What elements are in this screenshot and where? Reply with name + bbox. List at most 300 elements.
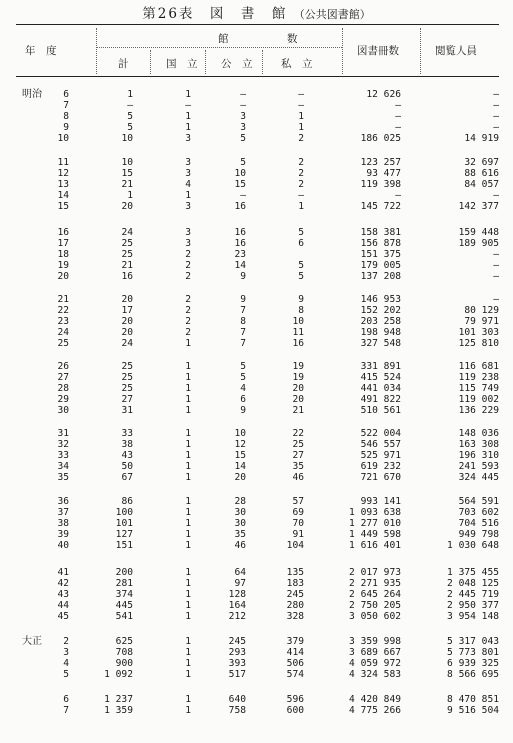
cell-public: 30 [234,518,246,529]
cell-books: 491 822 [360,394,401,405]
table-row [0,157,513,168]
table-row [0,705,513,716]
cell-books: – [395,122,401,133]
cell-public: 9 [240,405,246,416]
table-row [0,372,513,383]
cell-year: 35 [57,472,69,483]
cell-public: 7 [240,338,246,349]
cell-readers: – [493,190,499,201]
cell-private: 379 [286,636,304,647]
table-row [0,405,513,416]
header-public: 公 立 [221,58,253,70]
cell-national: 3 [185,238,191,249]
cell-year: 40 [57,540,69,551]
cell-national: 1 [185,507,191,518]
cell-national: 1 [185,636,191,647]
cell-readers: 84 057 [464,179,499,190]
cell-books: 525 971 [360,450,401,461]
cell-readers: 14 919 [464,133,499,144]
cell-national: 2 [185,305,191,316]
table-row [0,338,513,349]
header-divider-5 [342,28,343,74]
cell-readers: 163 308 [458,439,499,450]
table-row [0,461,513,472]
cell-private: 596 [286,694,304,705]
cell-year: 19 [57,260,69,271]
header-national: 国 立 [166,58,198,70]
cell-public: 16 [234,227,246,238]
cell-private: 414 [286,647,304,658]
cell-books: 2 271 935 [349,578,401,589]
cell-year: 6 [63,89,69,100]
cell-public: 212 [228,611,246,622]
cell-national: 2 [185,316,191,327]
cell-total: 33 [121,428,133,439]
cell-national: 1 [185,589,191,600]
cell-public: 5 [240,157,246,168]
cell-books: 2 750 205 [349,600,401,611]
table-row [0,611,513,622]
cell-books: 331 891 [360,361,401,372]
table-row [0,439,513,450]
header-readers: 閲覧人員 [435,45,477,57]
cell-national: 3 [185,201,191,212]
cell-public: 5 [240,372,246,383]
cell-total: 100 [115,507,133,518]
cell-readers: 324 445 [458,472,499,483]
cell-year: 20 [57,271,69,282]
cell-readers: 703 602 [458,507,499,518]
cell-national: 1 [185,361,191,372]
cell-public: 5 [240,133,246,144]
cell-public: 7 [240,327,246,338]
table-row [0,133,513,144]
cell-private: 574 [286,669,304,680]
cell-books: 119 398 [360,179,401,190]
cell-year: 45 [57,611,69,622]
cell-national: 1 [185,518,191,529]
header-private: 私 立 [281,58,313,70]
cell-books: 145 722 [360,201,401,212]
table-row [0,529,513,540]
cell-year: 5 [63,669,69,680]
table-row [0,179,513,190]
cell-year: 41 [57,567,69,578]
cell-public: 8 [240,316,246,327]
cell-books: 93 477 [366,168,401,179]
cell-national: 2 [185,294,191,305]
cell-total: 101 [115,518,133,529]
cell-public: 3 [240,111,246,122]
cell-total: 86 [121,496,133,507]
cell-era: 明治 [22,89,42,100]
cell-national: 1 [185,405,191,416]
cell-books: 522 004 [360,428,401,439]
table-row [0,694,513,705]
cell-total: 1 [127,190,133,201]
cell-private: 27 [292,450,304,461]
header-total: 計 [118,58,129,70]
cell-year: 16 [57,227,69,238]
cell-year: 24 [57,327,69,338]
cell-private: 183 [286,578,304,589]
top-rule [16,24,499,25]
cell-national: 2 [185,271,191,282]
cell-public: 640 [228,694,246,705]
cell-national: 3 [185,227,191,238]
cell-total: 31 [121,405,133,416]
cell-total: 20 [121,201,133,212]
cell-public: 245 [228,636,246,647]
cell-private: 46 [292,472,304,483]
cell-readers: – [493,249,499,260]
cell-public: 97 [234,578,246,589]
cell-public: 10 [234,428,246,439]
cell-public: 30 [234,507,246,518]
cell-readers: 9 516 504 [447,705,499,716]
cell-national: 1 [185,461,191,472]
cell-private: 9 [298,294,304,305]
header-divider-4 [262,50,263,74]
cell-private: – [298,190,304,201]
cell-national: – [185,100,191,111]
cell-national: 1 [185,190,191,201]
cell-private: 11 [292,327,304,338]
cell-total: 281 [115,578,133,589]
table-row [0,647,513,658]
cell-year: 2 [63,636,69,647]
cell-public: 15 [234,179,246,190]
cell-national: 1 [185,372,191,383]
cell-total: 1 092 [104,669,133,680]
cell-public: 35 [234,529,246,540]
cell-national: 1 [185,394,191,405]
cell-national: 1 [185,694,191,705]
cell-readers: 80 129 [464,305,499,316]
cell-private: 25 [292,439,304,450]
cell-total: 25 [121,383,133,394]
cell-public: 4 [240,383,246,394]
cell-national: 1 [185,705,191,716]
cell-national: 1 [185,647,191,658]
header-subrule [96,47,342,48]
cell-books: 1 093 638 [349,507,401,518]
cell-year: 28 [57,383,69,394]
cell-public: 164 [228,600,246,611]
title-sub: （公共図書館） [293,8,371,21]
cell-books: 179 005 [360,260,401,271]
cell-books: 156 878 [360,238,401,249]
cell-private: 8 [298,305,304,316]
cell-readers: 5 773 801 [447,647,499,658]
cell-total: 27 [121,394,133,405]
cell-total: 16 [121,271,133,282]
cell-year: 3 [63,647,69,658]
cell-books: 158 381 [360,227,401,238]
cell-private: 16 [292,338,304,349]
cell-private: 22 [292,428,304,439]
table-row [0,305,513,316]
cell-private: 20 [292,394,304,405]
cell-national: 1 [185,658,191,669]
cell-public: 5 [240,361,246,372]
cell-national: 1 [185,611,191,622]
cell-year: 29 [57,394,69,405]
cell-public: – [240,190,246,201]
cell-books: 441 034 [360,383,401,394]
cell-books: 4 324 583 [349,669,401,680]
cell-total: 5 [127,122,133,133]
cell-total: 1 237 [104,694,133,705]
cell-year: 9 [63,122,69,133]
table-row [0,327,513,338]
cell-readers: 189 905 [458,238,499,249]
cell-books: 993 141 [360,496,401,507]
cell-year: 31 [57,428,69,439]
cell-year: 22 [57,305,69,316]
cell-books: 1 616 401 [349,540,401,551]
cell-books: 198 948 [360,327,401,338]
cell-private: 506 [286,658,304,669]
cell-total: 24 [121,227,133,238]
cell-public: 6 [240,394,246,405]
cell-readers: 1 375 455 [447,567,499,578]
header-year: 年 度 [25,45,57,57]
cell-national: 1 [185,669,191,680]
table-row [0,294,513,305]
cell-national: 3 [185,157,191,168]
table-row [0,428,513,439]
cell-public: 393 [228,658,246,669]
cell-year: 32 [57,439,69,450]
cell-national: 1 [185,496,191,507]
cell-total: 10 [121,157,133,168]
table-row [0,190,513,201]
cell-private: 6 [298,238,304,249]
cell-private: 70 [292,518,304,529]
cell-books: 2 017 973 [349,567,401,578]
cell-books: 186 025 [360,133,401,144]
table-row [0,450,513,461]
cell-readers: 136 229 [458,405,499,416]
cell-private: 1 [298,111,304,122]
cell-national: 1 [185,529,191,540]
table-row [0,589,513,600]
cell-readers: – [493,111,499,122]
cell-public: 15 [234,450,246,461]
table-row [0,578,513,589]
cell-total: 127 [115,529,133,540]
cell-year: 36 [57,496,69,507]
cell-private: 20 [292,383,304,394]
cell-readers: 5 317 043 [447,636,499,647]
cell-national: 1 [185,338,191,349]
table-row [0,636,513,647]
cell-books: 3 689 667 [349,647,401,658]
table-row [0,361,513,372]
cell-private: 1 [298,201,304,212]
table-row [0,567,513,578]
cell-national: 1 [185,472,191,483]
cell-public: 14 [234,260,246,271]
header-group: 館 数 [218,33,299,45]
cell-public: 16 [234,201,246,212]
cell-year: 39 [57,529,69,540]
cell-books: 146 953 [360,294,401,305]
cell-year: 10 [57,133,69,144]
cell-total: 625 [115,636,133,647]
cell-books: 2 645 264 [349,589,401,600]
cell-readers: 8 566 695 [447,669,499,680]
cell-readers: – [493,89,499,100]
header-divider-6 [420,28,421,74]
cell-private: 2 [298,133,304,144]
cell-national: 1 [185,383,191,394]
cell-readers: 6 939 325 [447,658,499,669]
cell-total: 541 [115,611,133,622]
cell-total: 21 [121,260,133,271]
table-row [0,518,513,529]
cell-national: 1 [185,111,191,122]
cell-national: 1 [185,89,191,100]
cell-public: 14 [234,461,246,472]
cell-total: 21 [121,179,133,190]
cell-total: 20 [121,327,133,338]
cell-public: 10 [234,168,246,179]
cell-readers: 159 448 [458,227,499,238]
cell-books: 510 561 [360,405,401,416]
cell-total: 5 [127,111,133,122]
cell-readers: 1 030 648 [447,540,499,551]
cell-total: 20 [121,294,133,305]
cell-books: – [395,190,401,201]
cell-books: 12 626 [366,89,401,100]
header-divider-2 [150,50,151,74]
cell-year: 37 [57,507,69,518]
cell-total: 708 [115,647,133,658]
cell-books: 4 775 266 [349,705,401,716]
cell-readers: 119 238 [458,372,499,383]
table-row [0,201,513,212]
cell-readers: 115 749 [458,383,499,394]
cell-readers: 196 310 [458,450,499,461]
header-divider-3 [205,50,206,74]
cell-books: 203 258 [360,316,401,327]
cell-public: 517 [228,669,246,680]
cell-public: 7 [240,305,246,316]
cell-year: 42 [57,578,69,589]
cell-private: 5 [298,260,304,271]
cell-public: 28 [234,496,246,507]
table-row [0,507,513,518]
cell-readers: – [493,260,499,271]
cell-private: 328 [286,611,304,622]
table-row [0,249,513,260]
cell-private: 2 [298,168,304,179]
cell-public: – [240,100,246,111]
title-main: 第26表 図 書 館 [142,6,288,22]
cell-books: 137 208 [360,271,401,282]
cell-year: 12 [57,168,69,179]
cell-readers: 79 971 [464,316,499,327]
cell-private: 69 [292,507,304,518]
cell-national: 1 [185,450,191,461]
cell-year: 13 [57,179,69,190]
cell-national: 2 [185,327,191,338]
cell-year: 7 [63,100,69,111]
cell-total: 43 [121,450,133,461]
table-row [0,669,513,680]
cell-readers: 101 303 [458,327,499,338]
cell-total: 900 [115,658,133,669]
cell-national: 3 [185,168,191,179]
cell-private: – [298,100,304,111]
cell-era: 大正 [22,636,42,647]
cell-total: 17 [121,305,133,316]
cell-books: 327 548 [360,338,401,349]
cell-books: 415 524 [360,372,401,383]
table-row [0,540,513,551]
cell-private: 57 [292,496,304,507]
table-row [0,496,513,507]
table-row [0,100,513,111]
cell-private: 245 [286,589,304,600]
cell-public: 20 [234,472,246,483]
cell-year: 23 [57,316,69,327]
cell-books: 4 420 849 [349,694,401,705]
table-row [0,238,513,249]
cell-readers: – [493,294,499,305]
cell-public: 9 [240,271,246,282]
table-row [0,271,513,282]
cell-public: 758 [228,705,246,716]
cell-total: 25 [121,372,133,383]
cell-year: 4 [63,658,69,669]
cell-national: 1 [185,122,191,133]
cell-readers: 704 516 [458,518,499,529]
cell-national: 1 [185,600,191,611]
cell-books: 546 557 [360,439,401,450]
cell-total: 10 [121,133,133,144]
cell-national: 2 [185,249,191,260]
cell-books: 1 277 010 [349,518,401,529]
cell-private: 280 [286,600,304,611]
cell-year: 18 [57,249,69,260]
cell-public: 293 [228,647,246,658]
cell-national: 1 [185,428,191,439]
header-divider-1 [96,28,97,74]
cell-readers: 241 593 [458,461,499,472]
cell-readers: – [493,122,499,133]
cell-readers: 2 445 719 [447,589,499,600]
cell-readers: – [493,100,499,111]
cell-readers: 148 036 [458,428,499,439]
table-row [0,111,513,122]
cell-year: 27 [57,372,69,383]
table-row [0,89,513,100]
header-bottom-rule [16,76,499,77]
cell-year: 8 [63,111,69,122]
table-row [0,394,513,405]
cell-private: 91 [292,529,304,540]
cell-private: 19 [292,361,304,372]
cell-total: 25 [121,249,133,260]
cell-books: 123 257 [360,157,401,168]
cell-total: 25 [121,238,133,249]
cell-year: 15 [57,201,69,212]
cell-private: 19 [292,372,304,383]
cell-private: – [298,89,304,100]
